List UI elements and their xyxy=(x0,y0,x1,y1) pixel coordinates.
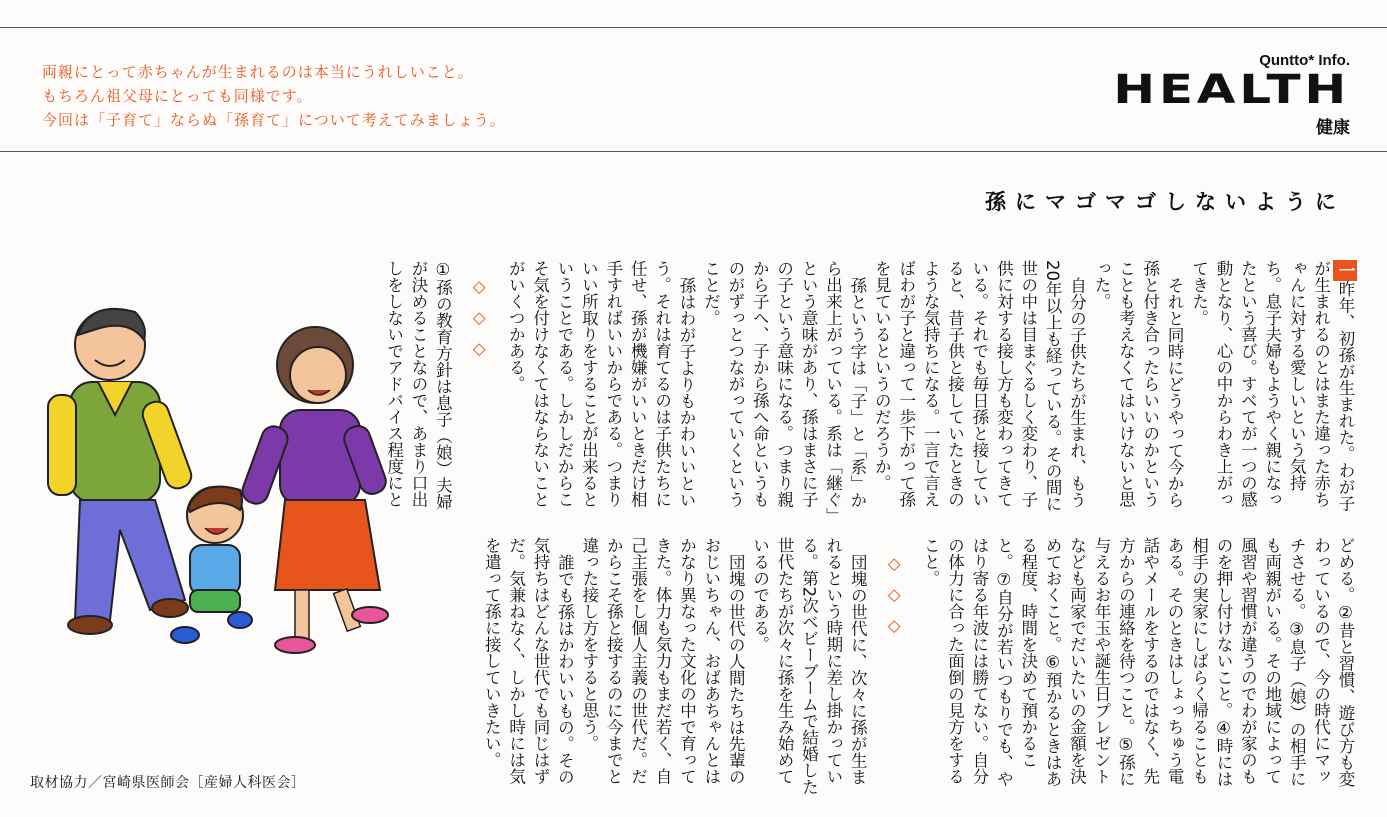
grandmother-figure xyxy=(239,327,389,653)
grandfather-figure xyxy=(48,309,195,634)
child-figure xyxy=(171,487,252,643)
article-body xyxy=(367,260,1357,796)
article-paragraph: 自分の子供たちが生まれ、もう20年以上も経っている。その間に世の中は目まぐるしく変わり、子供に対する接し方も変わってきている。それでも毎日孫と接していると、昔子供と接していたときのような気持ちになる。一言で言えばわが子と違って一歩下がって孫を見ているというのだろうか。 xyxy=(872,260,1087,512)
article-paragraph: それと同時にどうやって今から孫と付き合ったらいいのかということも考えなくてはいけないと思った。 xyxy=(1091,260,1185,508)
brand-info: Quntto* Info. xyxy=(1259,52,1350,69)
intro-line: 今回は「子育て」ならぬ「孫育て」について考えてみましょう。 xyxy=(42,111,506,129)
article-paragraph: ①孫の教育方針は息子（娘）夫婦が決めることなので、あまり口出しをしないでアドバイス程度にとどめる。②昔と習慣、遊び方も変わっているので、今の時代にマッチさせる。③息子（娘）の相手にも両親がいる。その地域によって風習や習慣が違うのでわが家のものを押し付けないこと。④時には相手の実家にしばらく帰ることもある。そのときはしょっちゅう電話やメールをするのではなく、先方からの連絡を待つこと。⑤孫に与えるお年玉や誕生日プレゼントなども両家でだいたいの金額を決めておくこと。⑥預かるときはある程度、時間を決めて預かること。⑦自分が若いつもりでも、やはり寄る年波には勝てない。自分の体力に合った面倒の見方をすること。 xyxy=(384,260,1355,787)
intro-line: もちろん祖父母にとっても同様です。 xyxy=(42,87,313,105)
section-divider: ◇◇◇ xyxy=(884,553,904,647)
section-title: HEALTH xyxy=(1113,67,1350,113)
section-brand xyxy=(1100,52,1350,138)
family-illustration xyxy=(40,290,410,680)
section-subtitle: 健康 xyxy=(1316,118,1350,138)
article-paragraph: 一昨年、初孫が生まれた。わが子が生まれるのとはまた違った赤ちゃんに対する愛しいという気持ち。息子夫婦もようやく親になったという喜び。すべてが一つの感動となり、心の中からわき上がってきた。 xyxy=(1189,260,1355,512)
drop-cap: 一 xyxy=(1333,260,1357,281)
article-paragraph: 孫という字は「子」と「系」から出来上がっている。系は「継ぐ」という意味があり、孫はまさに子の子という意味になる。つまり親から子へ、子から孫へ命というものがずっとつながっていくということだ。 xyxy=(701,260,867,516)
article-paragraph: 孫はわが子よりもかわいいという。それは育てるのは子供たちに任せ、孫が機嫌がいいときだけ相手すればいいからである。つまりいい所取りをすることが出来るということである。しかしだからこそ気を付けなくてはならないことがいくつかある。 xyxy=(506,260,697,508)
article-paragraph: 誰でも孫はかわいいもの。その気持ちはどんな世代でも同じはずだ。気兼ねなく、しかし時には気を遣って孫に接していきたい。 xyxy=(482,537,575,785)
article-paragraph: 団塊の世代の人間たちは先輩のおじいちゃん、おばあちゃんとはかなり異なった文化の中で育ってきた。体力も気力もまだ若く、自己主張をし個人主義の世代だ。だからこそ孫と接するのに今までと違った接し方をすると思う。 xyxy=(579,537,746,785)
intro-lead xyxy=(42,60,642,132)
intro-line: 両親にとって赤ちゃんが生まれるのは本当にうれしいこと。 xyxy=(42,63,474,81)
section-divider: ◇◇◇ xyxy=(469,276,489,370)
article-paragraph: 団塊の世代に、次々に孫が生まれるという時期に差し掛かっている。第2次ベビーブームで結婚した世代たちが次々に孫を生み始めているのである。 xyxy=(750,537,868,795)
header-rule xyxy=(0,151,1387,152)
top-rule xyxy=(0,27,1387,28)
article-headline: 孫にマゴマゴしないように xyxy=(985,190,1345,214)
credit-line: 取材協力／宮崎県医師会［産婦人科医会］ xyxy=(30,775,306,791)
